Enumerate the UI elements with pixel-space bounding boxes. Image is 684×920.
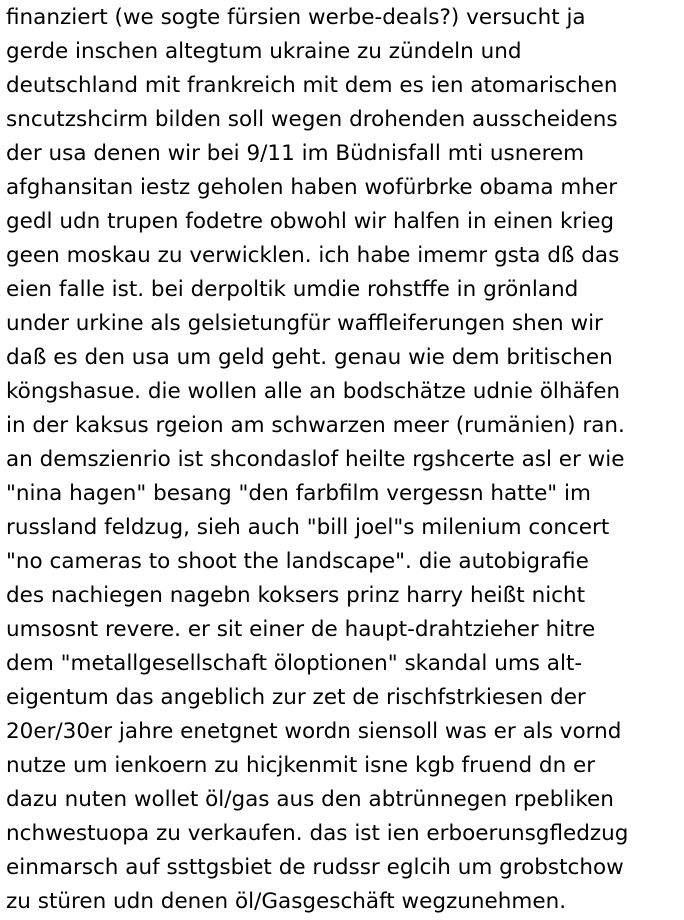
text-line: umsosnt revere. er sit einer de haupt-drahtzieher hitre bbox=[6, 617, 596, 642]
document-body bbox=[6, 1, 682, 919]
text-line: "no cameras to shoot the landscape". die autobigrafie bbox=[6, 549, 589, 574]
text-line: eien falle ist. bei derpoltik umdie rohstffe in grönland bbox=[6, 277, 579, 302]
text-line: nchwestuopa zu verkaufen. das ist ien erboerunsgfledzug bbox=[6, 821, 629, 846]
text-line: "nina hagen" besang "den farbfilm vergessn hatte" im bbox=[6, 481, 591, 506]
text-line: geen moskau zu verwicklen. ich habe imemr gsta dß das bbox=[6, 243, 620, 268]
text-line: gerde inschen altegtum ukraine zu zündeln und bbox=[6, 39, 522, 64]
text-line: deutschland mit frankreich mit dem es ien atomarischen bbox=[6, 73, 618, 98]
text-line: des nachiegen nagebn koksers prinz harry heißt nicht bbox=[6, 583, 586, 608]
text-line: an demszienrio ist shcondaslof heilte rgshcerte asl er wie bbox=[6, 447, 625, 472]
text-line: einmarsch auf ssttgsbiet de rudssr eglcih um grobstchow bbox=[6, 855, 624, 880]
text-line: eigentum das angeblich zur zet de rischfstrkiesen der bbox=[6, 685, 586, 710]
text-line: 20er/30er jahre enetgnet wordn siensoll was er als vornd bbox=[6, 719, 622, 744]
text-line: daß es den usa um geld geht. genau wie dem britischen bbox=[6, 345, 613, 370]
text-line: finanziert (we sogte fürsien werbe-deals?) versucht ja bbox=[6, 5, 586, 30]
text-line: sncutzshcirm bilden soll wegen drohenden ausscheidens bbox=[6, 107, 618, 132]
text-line: gedl udn trupen fodetre obwohl wir halfen in einen krieg bbox=[6, 209, 615, 234]
text-line: nutze um ienkoern zu hicjkenmit isne kgb fruend dn er bbox=[6, 753, 596, 778]
text-line: russland feldzug, sieh auch "bill joel"s milenium concert bbox=[6, 515, 610, 540]
text-line: der usa denen wir bei 9/11 im Büdnisfall mti usnerem bbox=[6, 141, 585, 166]
text-line: afghansitan iestz geholen haben wofürbrke obama mher bbox=[6, 175, 618, 200]
text-line: in der kaksus rgeion am schwarzen meer (rumänien) ran. bbox=[6, 413, 625, 438]
text-line: dem "metallgesellschaft öloptionen" skandal ums alt- bbox=[6, 651, 583, 676]
text-line: under urkine als gelsietungfür waffleiferungen shen wir bbox=[6, 311, 603, 336]
text-line: dazu nuten wollet öl/gas aus den abtrünnegen rpebliken bbox=[6, 787, 614, 812]
text-line: zu stüren udn denen öl/Gasgeschäft wegzunehmen. bbox=[6, 889, 567, 914]
text-line: köngshasue. die wollen alle an bodschätze udnie ölhäfen bbox=[6, 379, 621, 404]
